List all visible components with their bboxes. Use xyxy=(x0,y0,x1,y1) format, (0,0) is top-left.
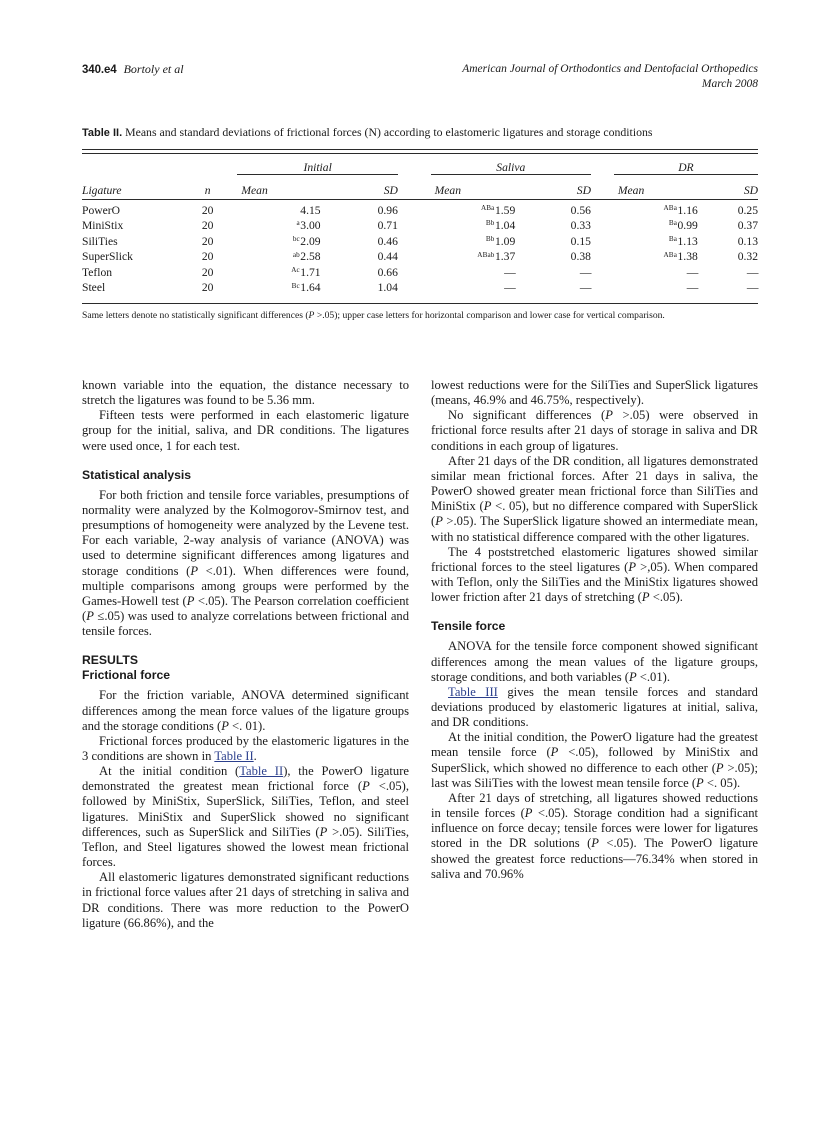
table-row xyxy=(82,250,758,266)
group-header-dr: DR xyxy=(614,153,758,174)
paragraph-tensile-anova xyxy=(431,639,758,684)
tensile-initial-text-b: <.05), followed by MiniStix and SuperSlick, which showed no difference to each other ( xyxy=(431,745,758,775)
cell-n: 20 xyxy=(201,250,214,264)
cell-ligature: MiniStix xyxy=(82,219,124,233)
col-header-initial-mean: Mean xyxy=(241,183,268,197)
poststretch-text-a: The 4 poststretched elastomeric ligatures showed similar frictional forces to the steel ligatures ( xyxy=(431,544,758,574)
dr-text-b: <. 05), but no difference compared with SuperSlick ( xyxy=(431,499,758,529)
heading-frictional-force: Frictional force xyxy=(82,668,171,683)
cell-dr-sd: 0.13 xyxy=(737,234,758,248)
cell-ligature: SuperSlick xyxy=(82,250,133,264)
table-iii-crossref[interactable]: Table III xyxy=(448,684,498,699)
initial-text-a: At the initial condition ( xyxy=(99,764,240,779)
cell-ligature: PowerO xyxy=(82,203,120,217)
table-label: Table II. xyxy=(82,127,123,139)
cell-n: 20 xyxy=(201,203,214,217)
col-header-ligature: Ligature xyxy=(82,183,122,197)
table-block xyxy=(82,124,758,322)
heading-results: RESULTS xyxy=(82,653,138,668)
p-symbol: P xyxy=(435,514,443,529)
cell-saliva-mean: — xyxy=(504,281,516,295)
p-symbol: P xyxy=(186,593,195,608)
running-head-right xyxy=(462,62,758,92)
cell-initial-mean: $^{ab}$2.58 xyxy=(292,250,321,264)
p-symbol: P xyxy=(550,745,559,760)
table-row xyxy=(82,219,758,235)
cell-dr-mean: $^{ABa}$1.38 xyxy=(663,250,698,264)
tensile-anova-text-a: ANOVA for the tensile force component showed significant differences among the mean values of the ligature groups, storage conditions, and both variables ( xyxy=(431,639,758,684)
p-symbol: P xyxy=(605,408,613,423)
tensile-reduction-text-c: <.05). The PowerO ligature showed the greatest force reductions—76.34% when stored in saliva and 70.96% xyxy=(431,836,758,881)
poststretch-text-c: <.05). xyxy=(649,590,683,605)
cell-saliva-sd: — xyxy=(579,265,591,279)
stat-text-a: For both friction and tensile force variables, presumptions of normality were analyzed by the Kolmogorov-Smirnov test, and presumptions of homogeneity were analyzed by the Levene test. For each variable, 2-way analysis of variance (ANOVA) was used to determine significant differences among ligatures and storage conditions ( xyxy=(82,487,409,578)
nosig-text-a: No significant differences ( xyxy=(448,408,606,423)
col-header-saliva-mean: Mean xyxy=(434,183,462,197)
friction-text-b: <. 01). xyxy=(228,718,266,733)
cell-saliva-sd: — xyxy=(579,281,591,295)
cell-initial-sd: 0.96 xyxy=(377,203,398,217)
table-iii-text: gives the mean tensile forces and standard deviations produced by elastomeric ligatures at initial, saliva, and DR conditions. xyxy=(431,684,758,730)
table-row xyxy=(82,281,758,301)
significance-superscript: a xyxy=(296,219,300,228)
left-column xyxy=(82,378,409,931)
cell-n: 20 xyxy=(201,219,214,233)
col-header-n: n xyxy=(204,183,211,197)
cell-initial-mean: $^{Bc}$1.64 xyxy=(291,281,321,295)
p-symbol: P xyxy=(319,824,328,839)
cell-dr-sd: 0.32 xyxy=(737,250,758,264)
cell-dr-sd: — xyxy=(746,265,758,279)
table-group-header-row xyxy=(82,153,758,174)
cell-dr-sd: 0.37 xyxy=(737,219,758,233)
group-header-initial: Initial xyxy=(237,153,398,174)
table-bottom-rule xyxy=(82,301,758,304)
p-symbol: P xyxy=(221,718,229,733)
stat-text-b: <.01). When differences were found, multiple comparisons among groups were performed by the Games-Howell test ( xyxy=(82,563,409,608)
cell-ligature: SiliTies xyxy=(82,234,118,248)
running-head-authors: Bortoly et al xyxy=(123,62,184,76)
cell-initial-mean: 4.15 xyxy=(300,203,321,217)
cell-saliva-sd: 0.15 xyxy=(570,234,591,248)
table-body xyxy=(82,199,758,301)
paragraph-continued: known variable into the equation, the distance necessary to stretch the ligatures was found to be 5.36 mm. xyxy=(82,378,409,408)
stat-text-d: ≤.05) was used to analyze correlations between frictional and tensile forces. xyxy=(82,609,409,639)
p-symbol: P xyxy=(696,775,704,790)
cell-saliva-mean: $^{Bb}$1.04 xyxy=(485,219,516,233)
paragraph-friction-anova xyxy=(82,688,409,733)
p-symbol: P xyxy=(190,563,199,578)
cell-n: 20 xyxy=(201,265,214,279)
cell-saliva-mean: — xyxy=(504,265,516,279)
table-caption-text: Means and standard deviations of frictional forces (N) according to elastomeric ligatures and storage conditions xyxy=(125,125,653,139)
paragraph-friction-forces xyxy=(82,734,409,764)
p-symbol: P xyxy=(591,836,599,851)
cell-initial-mean: $^a$3.00 xyxy=(296,219,321,233)
nosig-text-b: >.05) were observed in frictional force results after 21 days of storage in saliva and DR conditions in each group of ligatures. xyxy=(431,408,758,453)
cell-saliva-sd: 0.56 xyxy=(570,203,591,217)
initial-text-c: <.05), followed by MiniStix, SuperSlick, SiliTies, Teflon, and steel ligatures. MiniStix and SuperSlick showed no significant differences, such as SuperSlick and SiliTies ( xyxy=(82,779,409,839)
cell-saliva-sd: 0.33 xyxy=(570,219,591,233)
tensile-initial-text-c: >.05); last was SiliTies with the lowest mean tensile force ( xyxy=(431,760,758,790)
initial-text-d: >.05). SiliTies, Teflon, and Steel ligatures showed the lowest mean frictional forces. xyxy=(82,824,410,870)
table-footnote-part2: >.05); upper case letters for horizontal comparison and lower case for vertical comparison. xyxy=(314,310,665,322)
poststretch-text-b: >,05). When compared with Teflon, only the SiliTies and the MiniStix ligatures showed lower friction after 21 days of stretching ( xyxy=(431,559,758,605)
initial-text-b: ), the PowerO ligature demonstrated the greatest mean frictional force ( xyxy=(82,764,409,794)
p-symbol: P xyxy=(641,590,650,605)
tensile-initial-text-d: <. 05). xyxy=(703,775,741,790)
table-footnote-part1: Same letters denote no statistically significant differences ( xyxy=(82,310,309,322)
p-symbol: P xyxy=(715,760,724,775)
cell-saliva-mean: $^{ABa}$1.59 xyxy=(480,203,516,217)
cell-dr-mean: — xyxy=(686,265,698,279)
cell-initial-sd: 0.46 xyxy=(377,234,398,248)
significance-superscript: Bb xyxy=(485,219,495,228)
table-footnote xyxy=(82,310,758,322)
running-head-left xyxy=(82,62,184,77)
tensile-anova-text-b: <.01). xyxy=(636,669,670,684)
significance-superscript: ABa xyxy=(663,250,677,259)
cell-dr-sd: 0.25 xyxy=(737,203,758,217)
col-header-initial-sd: SD xyxy=(383,183,398,197)
cell-dr-mean: — xyxy=(686,281,698,295)
significance-superscript: bc xyxy=(292,234,300,243)
issue-date: March 2008 xyxy=(701,78,758,90)
cell-n: 20 xyxy=(201,234,214,248)
significance-superscript: Ba xyxy=(668,219,677,228)
cell-initial-sd: 0.66 xyxy=(377,265,398,279)
col-header-saliva-sd: SD xyxy=(576,183,591,197)
significance-superscript: Ba xyxy=(668,234,677,243)
friction-forces-text-b: . xyxy=(253,748,257,763)
paragraph-tensile-reductions xyxy=(431,791,758,882)
dr-text-a: After 21 days of the DR condition, all ligatures demonstrated similar mean frictional forces. After 21 days in saliva, the PowerO showed greater mean frictional force than SiliTies and MiniStix ( xyxy=(431,453,758,514)
right-column xyxy=(431,378,758,882)
p-symbol: P xyxy=(362,779,370,794)
heading-tensile-force: Tensile force xyxy=(431,619,506,634)
table-column-header-row xyxy=(82,174,758,197)
significance-superscript: Bb xyxy=(485,234,495,243)
running-head xyxy=(82,62,758,92)
p-symbol: P xyxy=(524,806,533,821)
p-symbol: P xyxy=(628,669,637,684)
cell-saliva-mean: $^{ABab}$1.37 xyxy=(477,250,516,264)
cell-initial-mean: $^{bc}$2.09 xyxy=(292,234,321,248)
table-ii-crossref[interactable]: Table II xyxy=(214,748,254,763)
friction-text-a: For the friction variable, ANOVA determined significant differences among the mean force values of the ligature groups and the storage conditions ( xyxy=(82,688,409,733)
paragraph-tensile-initial xyxy=(431,730,758,791)
cell-dr-mean: $^{Ba}$1.13 xyxy=(668,234,698,248)
paragraph-table-iii xyxy=(431,685,758,730)
significance-superscript: ABa xyxy=(480,203,495,212)
body-columns xyxy=(82,378,758,1068)
tensile-reduction-text-b: <.05). Storage condition had a significant influence on force decay; tensile forces were lower for ligatures stored in the DR solutions ( xyxy=(431,806,758,851)
significance-superscript: ab xyxy=(292,250,300,259)
paragraph-statistics xyxy=(82,488,409,640)
frictional-forces-table xyxy=(82,149,758,305)
page-folio: 340.e4 xyxy=(82,64,117,76)
cell-ligature: Teflon xyxy=(82,265,113,279)
cell-initial-sd: 0.44 xyxy=(377,250,398,264)
cell-dr-mean: $^{ABa}$1.16 xyxy=(663,203,698,217)
cell-ligature: Steel xyxy=(82,281,106,295)
dr-text-c: >.05). The SuperSlick ligature showed an intermediate mean, with no statistical difference compared with the other ligatures. xyxy=(431,514,758,544)
paragraph-after-21-days-dr xyxy=(431,454,758,545)
p-symbol: P xyxy=(628,559,637,574)
table-row xyxy=(82,266,758,282)
friction-forces-text-a: Frictional forces produced by the elastomeric ligatures in the 3 conditions are shown in xyxy=(82,733,409,763)
col-header-dr-mean: Mean xyxy=(617,183,645,197)
paragraph-poststretched xyxy=(431,545,758,606)
paragraph-no-significant-differences xyxy=(431,408,758,453)
journal-title: American Journal of Orthodontics and Dentofacial Orthopedics xyxy=(462,63,758,75)
col-header-dr-sd: SD xyxy=(743,183,758,197)
table-row xyxy=(82,199,758,219)
significance-superscript: Bc xyxy=(291,281,300,290)
table-caption xyxy=(82,124,758,142)
table-footnote-p-symbol: P xyxy=(308,310,315,322)
table-ii-crossref[interactable]: Table II xyxy=(239,764,284,779)
tensile-reduction-text-a: After 21 days of stretching, all ligatures showed reductions in tensile forces ( xyxy=(431,790,758,821)
cell-saliva-mean: $^{Bb}$1.09 xyxy=(485,234,516,248)
significance-superscript: Ac xyxy=(291,266,300,275)
paragraph-lowest-reductions: lowest reductions were for the SiliTies and SuperSlick ligatures (means, 46.9% and 46.75%, respectively). xyxy=(431,378,758,408)
group-header-saliva: Saliva xyxy=(431,153,591,174)
cell-saliva-sd: 0.38 xyxy=(570,250,591,264)
heading-statistical-analysis: Statistical analysis xyxy=(82,467,192,482)
paragraph-reductions: All elastomeric ligatures demonstrated significant reductions in frictional force values after 21 days of stretching in saliva and DR conditions. There was more reduction to the PowerO ligature (66.86%), and the xyxy=(82,870,409,930)
stat-text-c: <.05). The Pearson correlation coefficient ( xyxy=(82,593,410,624)
cell-initial-sd: 1.04 xyxy=(377,281,398,295)
cell-initial-mean: $^{Ac}$1.71 xyxy=(291,265,321,279)
p-symbol: P xyxy=(483,499,492,514)
significance-superscript: ABa xyxy=(663,203,677,212)
cell-initial-sd: 0.71 xyxy=(377,219,398,233)
cell-dr-sd: — xyxy=(746,281,758,295)
cell-n: 20 xyxy=(201,281,214,295)
paragraph-initial-condition xyxy=(82,764,409,870)
significance-superscript: ABab xyxy=(477,250,495,259)
cell-dr-mean: $^{Ba}$0.99 xyxy=(668,219,698,233)
paragraph-fifteen-tests: Fifteen tests were performed in each elastomeric ligature group for the initial, saliva, and DR conditions. The ligatures were used once, 1 for each test. xyxy=(82,408,409,453)
p-symbol: P xyxy=(86,609,94,624)
table-row xyxy=(82,235,758,251)
tensile-initial-text-a: At the initial condition, the PowerO ligature had the greatest mean tensile force ( xyxy=(431,730,758,760)
